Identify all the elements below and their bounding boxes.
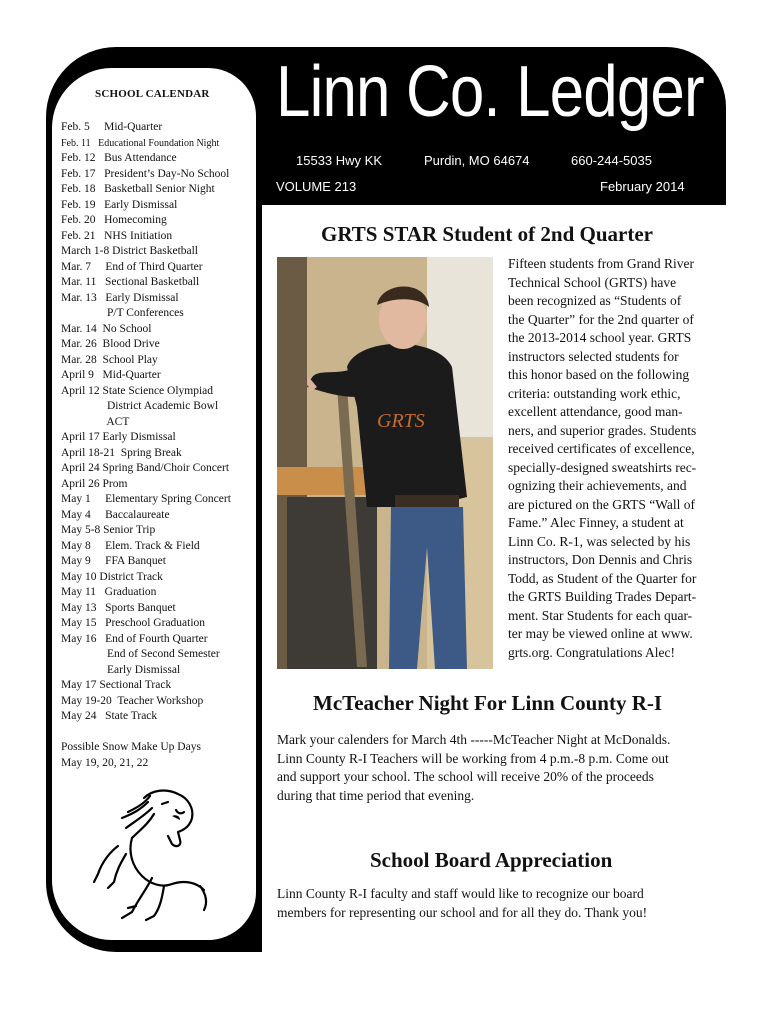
article-line: this honor based on the following [508, 367, 690, 382]
calendar-item: April 12 State Science Olympiad [61, 384, 214, 397]
article-body-mcteacher [277, 731, 727, 805]
calendar-item: May 15 Preschool Graduation [61, 617, 206, 629]
article-line: Linn County R-I faculty and staff would like to recognize our board [277, 886, 644, 901]
calendar-item: April 17 Early Dismissal [61, 431, 176, 443]
masthead-date: February 2014 [600, 179, 685, 194]
masthead-city: Purdin, MO 64674 [424, 153, 530, 168]
article-line: during that time period that evening. [277, 787, 475, 803]
calendar-item: District Academic Bowl [61, 400, 219, 412]
calendar-item: Feb. 11 Educational Foundation Night [61, 137, 220, 149]
calendar-item: Feb. 5 Mid-Quarter [61, 121, 163, 133]
calendar-item: Early Dismissal [61, 663, 181, 676]
article-line: instructors, Don Dennis and Chris [508, 552, 693, 567]
calendar-item: Feb. 19 Early Dismissal [61, 198, 178, 211]
calendar-list [61, 120, 231, 725]
article-line: ter may be viewed online at www. [508, 626, 693, 641]
article-line: Fifteen students from Grand River [508, 256, 694, 271]
masthead-phone: 660-244-5035 [571, 153, 652, 168]
calendar-item: May 16 End of Fourth Quarter [61, 632, 208, 645]
calendar-item: April 18-21 Spring Break [61, 446, 182, 459]
article-line: Technical School (GRTS) have [508, 274, 677, 290]
calendar-item: May 4 Baccalaureate [61, 508, 170, 521]
calendar-item: P/T Conferences [61, 307, 184, 319]
calendar-item: April 26 Prom [61, 477, 128, 490]
calendar-item: May 5-8 Senior Trip [61, 524, 156, 536]
article-headline-mcteacher: McTeacher Night For Linn County R-I [313, 691, 663, 715]
calendar-item: April 24 Spring Band/Choir Concert [61, 462, 230, 474]
calendar-item: Mar. 26 Blood Drive [61, 338, 160, 350]
calendar-item: April 9 Mid-Quarter [61, 369, 161, 381]
calendar-item: Feb. 18 Basketball Senior Night [61, 183, 215, 195]
calendar-item: May 17 Sectional Track [61, 679, 172, 691]
article-line: grts.org. Congratulations Alec! [508, 644, 675, 660]
mustang-mascot-logo [92, 786, 212, 926]
calendar-item: ACT [61, 415, 130, 428]
calendar-item: May 11 Graduation [61, 586, 157, 598]
calendar-item: May 1 Elementary Spring Concert [61, 493, 231, 505]
masthead-address: 15533 Hwy KK [296, 153, 382, 168]
article-line: received certificates of excellence, [508, 441, 695, 456]
snow-days-dates: May 19, 20, 21, 22 [61, 756, 149, 769]
article-line: are pictured on the GRTS “Wall of [508, 496, 696, 512]
calendar-item: Mar. 28 School Play [61, 353, 158, 366]
calendar-title: SCHOOL CALENDAR [95, 88, 210, 100]
article-line: been recognized as “Students of [508, 293, 682, 308]
calendar-item: May 24 State Track [61, 710, 158, 722]
article-line: specially-designed sweatshirts rec- [508, 459, 697, 475]
article-line: Mark your calenders for March 4th -----McTeacher Night at McDonalds. [277, 732, 671, 747]
calendar-item: Mar. 11 Sectional Basketball [61, 276, 200, 288]
article-body-school-board [277, 885, 727, 922]
article-line: ognizing their achievements, and [508, 478, 687, 493]
shirt-logo-text: GRTS [377, 410, 425, 432]
article-line: the 2013-2014 school year. GRTS [508, 330, 692, 345]
masthead-volume: VOLUME 213 [276, 179, 357, 194]
student-photo [277, 257, 493, 669]
article-line: ners, and superior grades. Students [508, 422, 697, 438]
calendar-item: Mar. 13 Early Dismissal [61, 291, 179, 304]
article-headline-school-board: School Board Appreciation [370, 848, 613, 872]
article-line: Linn County R-I Teachers will be working from 4 p.m.-8 p.m. Come out [277, 750, 669, 766]
article-line: ment. Star Students for each quar- [508, 607, 693, 623]
calendar-item: May 10 District Track [61, 570, 163, 583]
calendar-item: Feb. 12 Bus Attendance [61, 152, 177, 164]
article-line: excellent attendance, good man- [508, 404, 683, 419]
snow-days [61, 740, 201, 771]
calendar-item: Mar. 7 End of Third Quarter [61, 260, 203, 273]
calendar-item: May 19-20 Teacher Workshop [61, 694, 204, 707]
article-line: criteria: outstanding work ethic, [508, 385, 681, 401]
newsletter-title: Linn Co. Ledger [276, 52, 704, 132]
article-line: the Quarter” for the 2nd quarter of [508, 311, 694, 327]
calendar-item: March 1-8 District Basketball [61, 245, 199, 257]
article-line: instructors selected students for [508, 348, 679, 364]
calendar-item: Feb. 20 Homecoming [61, 214, 167, 226]
article-line: Fame.” Alec Finney, a student at [508, 515, 684, 530]
article-line: members for representing our school and for all they do. Thank you! [277, 904, 648, 920]
article-line: the GRTS Building Trades Depart- [508, 589, 697, 604]
calendar-item: Mar. 14 No School [61, 322, 152, 335]
page-margin [130, 952, 770, 1024]
calendar-item: Feb. 21 NHS Initiation [61, 229, 173, 242]
article-line: Linn Co. R-1, was selected by his [508, 533, 691, 549]
calendar-item: May 13 Sports Banquet [61, 601, 176, 614]
article-line: Todd, as Student of the Quarter for [508, 570, 697, 586]
calendar-item: End of Second Semester [61, 648, 220, 660]
article-line: and support your school. The school will receive 20% of the proceeds [277, 769, 654, 784]
snow-days-title: Possible Snow Make Up Days [61, 741, 201, 753]
calendar-item: Feb. 17 President’s Day-No School [61, 167, 230, 180]
calendar-item: May 9 FFA Banquet [61, 555, 166, 567]
article-headline-star-student: GRTS STAR Student of 2nd Quarter [321, 222, 654, 246]
article-body-star-student [508, 255, 728, 662]
calendar-item: May 8 Elem. Track & Field [61, 539, 200, 552]
